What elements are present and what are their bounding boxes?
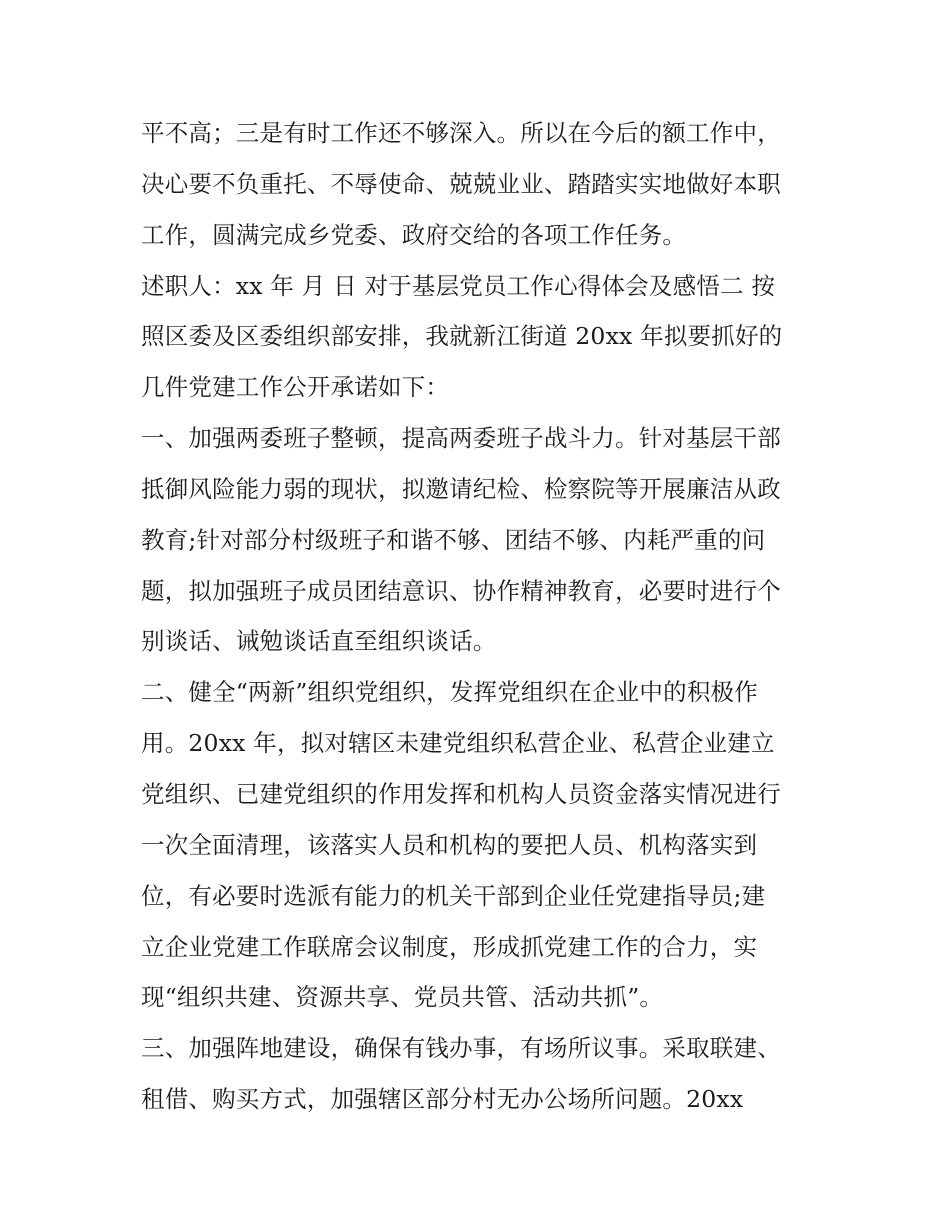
text-line: 一、加强两委班子整顿，提高两委班子战斗力。针对基层干部 — [141, 424, 781, 453]
text-line: 题，拟加强班子成员团结意识、协作精神教育，必要时进行个 — [141, 576, 781, 605]
text-line: 述职人：xx 年 月 日 对于基层党员工作心得体会及感悟二 按 — [141, 271, 776, 300]
text-line: 三、加强阵地建设，确保有钱办事，有场所议事。采取联建、 — [141, 1034, 781, 1063]
text-line: 工作，圆满完成乡党委、政府交给的各项工作任务。 — [141, 220, 687, 249]
text-line: 位，有必要时选派有能力的机关干部到企业任党建指导员;建 — [141, 881, 766, 910]
text-line: 教育;针对部分村级班子和谐不够、团结不够、内耗严重的问 — [141, 525, 766, 554]
text-line: 平不高；三是有时工作还不够深入。所以在今后的额工作中， — [141, 119, 781, 147]
text-line: 别谈话、诫勉谈话直至组织谈话。 — [141, 627, 497, 656]
text-line: 照区委及区委组织部安排，我就新江街道 20xx 年拟要抓好的 — [141, 322, 783, 351]
text-line: 二、健全“两新”组织党组织，发挥党组织在企业中的积极作 — [141, 678, 758, 707]
text-line: 抵御风险能力弱的现状，拟邀请纪检、检察院等开展廉洁从政 — [141, 474, 781, 503]
text-line: 党组织、已建党组织的作用发挥和机构人员资金落实情况进行 — [141, 779, 781, 808]
text-line: 几件党建工作公开承诺如下： — [141, 373, 450, 402]
text-line: 租借、购买方式，加强辖区部分村无办公场所问题。20xx — [141, 1085, 744, 1114]
text-line: 现“组织共建、资源共享、党员共管、活动共抓”。 — [141, 983, 664, 1012]
text-line: 一次全面清理，该落实人员和机构的要把人员、机构落实到 — [141, 830, 758, 859]
text-line: 决心要不负重托、不辱使命、兢兢业业、踏踏实实地做好本职 — [141, 169, 781, 198]
document-body — [141, 108, 821, 1125]
text-line: 立企业党建工作联席会议制度，形成抓党建工作的合力，实 — [141, 932, 758, 961]
text-line: 用。20xx 年，拟对辖区未建党组织私营企业、私营企业建立 — [141, 729, 775, 758]
